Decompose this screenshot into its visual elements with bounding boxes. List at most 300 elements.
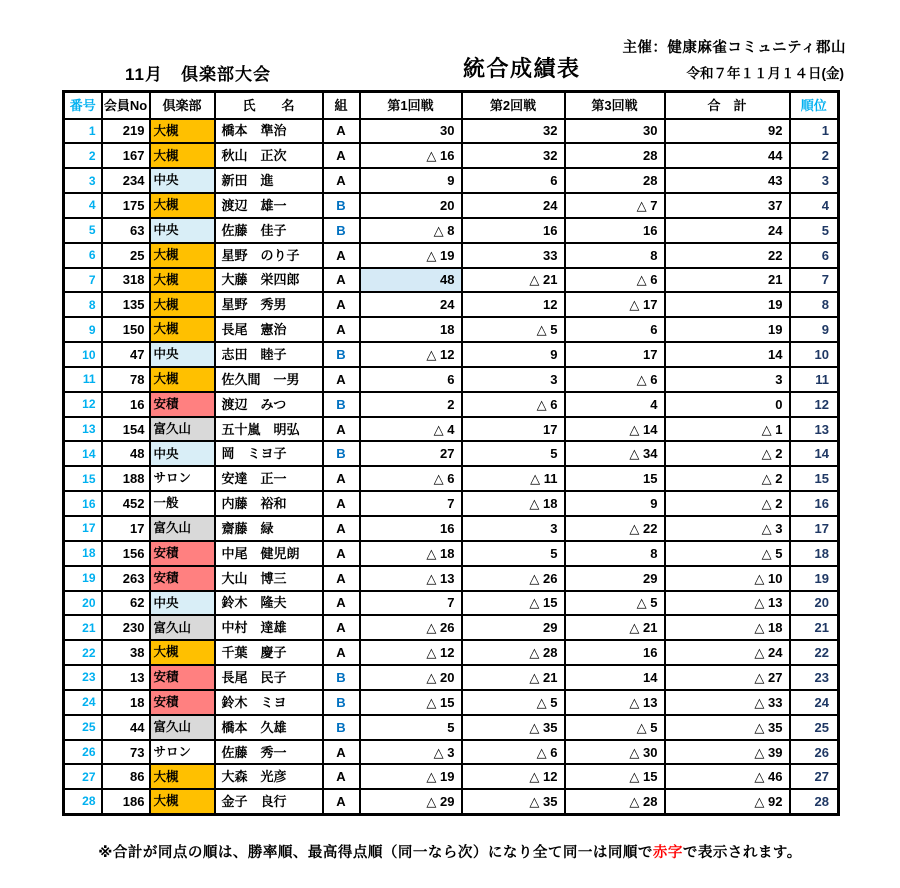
cell-rank: 10 (790, 342, 839, 367)
cell-round3: △ 15 (565, 764, 665, 789)
cell-rank: 19 (790, 566, 839, 591)
cell-club: 中央 (150, 342, 215, 367)
cell-rank: 28 (790, 789, 839, 814)
cell-round3: △ 6 (565, 367, 665, 392)
cell-no: 18 (64, 541, 102, 566)
cell-club: 富久山 (150, 516, 215, 541)
cell-group: A (323, 640, 360, 665)
cell-club: 中央 (150, 218, 215, 243)
cell-round3: △ 14 (565, 417, 665, 442)
cell-club: 大槻 (150, 317, 215, 342)
cell-total: △ 3 (665, 516, 790, 541)
cell-club: 大槻 (150, 268, 215, 293)
cell-round1: △ 12 (360, 342, 462, 367)
cell-round3: 17 (565, 342, 665, 367)
cell-no: 1 (64, 119, 102, 144)
cell-round2: 6 (462, 168, 565, 193)
cell-group: A (323, 541, 360, 566)
footnote-pre: ※合計が同点の順は、勝率順、最高得点順（同一なら次）になり全て同一は同順で (98, 845, 653, 861)
cell-no: 21 (64, 615, 102, 640)
cell-round2: △ 35 (462, 789, 565, 814)
organizer-line: 主催：健康麻雀コミュニティ郡山 (622, 40, 846, 56)
table-row (64, 740, 839, 765)
cell-club: 大槻 (150, 640, 215, 665)
cell-round3: △ 5 (565, 715, 665, 740)
cell-rank: 27 (790, 764, 839, 789)
table-row (64, 665, 839, 690)
cell-name: 渡辺 雄一 (215, 193, 323, 218)
cell-name: 中村 達雄 (215, 615, 323, 640)
cell-round2: 33 (462, 243, 565, 268)
cell-member-no: 263 (102, 566, 150, 591)
cell-no: 22 (64, 640, 102, 665)
results-tbody (64, 119, 839, 815)
cell-rank: 11 (790, 367, 839, 392)
cell-round1: △ 12 (360, 640, 462, 665)
cell-round1: 7 (360, 491, 462, 516)
cell-name: 鈴木 隆夫 (215, 591, 323, 616)
cell-rank: 16 (790, 491, 839, 516)
cell-name: 佐藤 佳子 (215, 218, 323, 243)
header-club: 倶楽部 (150, 92, 215, 119)
cell-rank: 5 (790, 218, 839, 243)
cell-name: 星野 秀男 (215, 292, 323, 317)
cell-no: 6 (64, 243, 102, 268)
cell-no: 27 (64, 764, 102, 789)
cell-name: 橋本 準治 (215, 119, 323, 144)
cell-name: 秋山 正次 (215, 143, 323, 168)
cell-round2: 9 (462, 342, 565, 367)
cell-round2: 24 (462, 193, 565, 218)
cell-no: 12 (64, 392, 102, 417)
table-row (64, 168, 839, 193)
cell-no: 4 (64, 193, 102, 218)
cell-round3: 8 (565, 243, 665, 268)
cell-round2: △ 11 (462, 466, 565, 491)
cell-round1: △ 16 (360, 143, 462, 168)
table-row (64, 640, 839, 665)
cell-round2: △ 28 (462, 640, 565, 665)
cell-club: 大槻 (150, 143, 215, 168)
cell-group: A (323, 789, 360, 814)
cell-club: 一般 (150, 491, 215, 516)
cell-round1: 9 (360, 168, 462, 193)
cell-no: 19 (64, 566, 102, 591)
cell-no: 26 (64, 740, 102, 765)
cell-round3: 14 (565, 665, 665, 690)
cell-total: △ 2 (665, 466, 790, 491)
cell-member-no: 73 (102, 740, 150, 765)
cell-round1: 5 (360, 715, 462, 740)
cell-no: 9 (64, 317, 102, 342)
cell-round1: 20 (360, 193, 462, 218)
cell-name: 大森 光彦 (215, 764, 323, 789)
footnote-post: で表示されます。 (682, 845, 802, 861)
cell-group: A (323, 168, 360, 193)
cell-round2: 17 (462, 417, 565, 442)
cell-name: 志田 睦子 (215, 342, 323, 367)
cell-round3: △ 7 (565, 193, 665, 218)
cell-round1: △ 4 (360, 417, 462, 442)
cell-total: 19 (665, 317, 790, 342)
cell-total: 19 (665, 292, 790, 317)
cell-round3: 6 (565, 317, 665, 342)
cell-name: 中尾 健児朗 (215, 541, 323, 566)
cell-name: 大藤 栄四郎 (215, 268, 323, 293)
header-row (64, 92, 839, 119)
results-table (62, 90, 840, 816)
cell-name: 千葉 慶子 (215, 640, 323, 665)
table-row (64, 317, 839, 342)
table-row (64, 690, 839, 715)
cell-round3: 28 (565, 143, 665, 168)
cell-round2: △ 5 (462, 317, 565, 342)
table-row (64, 243, 839, 268)
cell-name: 橋本 久雄 (215, 715, 323, 740)
cell-no: 8 (64, 292, 102, 317)
cell-rank: 21 (790, 615, 839, 640)
cell-group: B (323, 392, 360, 417)
cell-member-no: 48 (102, 441, 150, 466)
cell-group: A (323, 243, 360, 268)
table-row (64, 516, 839, 541)
cell-member-no: 44 (102, 715, 150, 740)
cell-round2: △ 12 (462, 764, 565, 789)
cell-round1: △ 15 (360, 690, 462, 715)
cell-name: 齋藤 緑 (215, 516, 323, 541)
cell-group: B (323, 441, 360, 466)
table-row (64, 466, 839, 491)
cell-group: A (323, 119, 360, 144)
header-round3: 第3回戦 (565, 92, 665, 119)
cell-rank: 15 (790, 466, 839, 491)
cell-group: A (323, 367, 360, 392)
cell-round3: 4 (565, 392, 665, 417)
cell-club: 富久山 (150, 417, 215, 442)
cell-group: B (323, 193, 360, 218)
header-rank: 順位 (790, 92, 839, 119)
table-row (64, 218, 839, 243)
cell-round3: 30 (565, 119, 665, 144)
cell-no: 15 (64, 466, 102, 491)
cell-round3: 8 (565, 541, 665, 566)
header-round2: 第2回戦 (462, 92, 565, 119)
cell-round2: △ 35 (462, 715, 565, 740)
cell-round2: 3 (462, 516, 565, 541)
cell-total: △ 10 (665, 566, 790, 591)
cell-no: 17 (64, 516, 102, 541)
cell-member-no: 16 (102, 392, 150, 417)
cell-total: 21 (665, 268, 790, 293)
page-title: 統合成績表 (463, 56, 581, 81)
cell-club: 大槻 (150, 193, 215, 218)
cell-total: △ 92 (665, 789, 790, 814)
cell-group: A (323, 292, 360, 317)
cell-group: A (323, 740, 360, 765)
cell-no: 24 (64, 690, 102, 715)
cell-member-no: 452 (102, 491, 150, 516)
cell-group: B (323, 715, 360, 740)
cell-name: 内藤 裕和 (215, 491, 323, 516)
cell-no: 28 (64, 789, 102, 814)
cell-round3: △ 22 (565, 516, 665, 541)
cell-round2: 3 (462, 367, 565, 392)
cell-rank: 22 (790, 640, 839, 665)
cell-group: A (323, 764, 360, 789)
cell-total: △ 33 (665, 690, 790, 715)
cell-round3: 28 (565, 168, 665, 193)
cell-club: 安積 (150, 566, 215, 591)
cell-round3: 9 (565, 491, 665, 516)
table-row (64, 268, 839, 293)
cell-rank: 12 (790, 392, 839, 417)
cell-total: 24 (665, 218, 790, 243)
cell-member-no: 186 (102, 789, 150, 814)
cell-no: 3 (64, 168, 102, 193)
cell-round1: 24 (360, 292, 462, 317)
cell-round2: 16 (462, 218, 565, 243)
cell-total: △ 13 (665, 591, 790, 616)
cell-no: 16 (64, 491, 102, 516)
cell-member-no: 156 (102, 541, 150, 566)
cell-club: サロン (150, 466, 215, 491)
cell-club: 中央 (150, 168, 215, 193)
cell-rank: 24 (790, 690, 839, 715)
table-row (64, 566, 839, 591)
cell-club: 大槻 (150, 764, 215, 789)
cell-rank: 17 (790, 516, 839, 541)
table-row (64, 541, 839, 566)
cell-club: 大槻 (150, 367, 215, 392)
cell-rank: 18 (790, 541, 839, 566)
cell-member-no: 234 (102, 168, 150, 193)
table-row (64, 392, 839, 417)
cell-group: A (323, 566, 360, 591)
cell-member-no: 188 (102, 466, 150, 491)
cell-round1: △ 18 (360, 541, 462, 566)
cell-round1: △ 13 (360, 566, 462, 591)
cell-no: 14 (64, 441, 102, 466)
cell-name: 佐藤 秀一 (215, 740, 323, 765)
cell-total: △ 2 (665, 491, 790, 516)
cell-club: 大槻 (150, 119, 215, 144)
cell-name: 新田 進 (215, 168, 323, 193)
table-row (64, 491, 839, 516)
cell-total: 44 (665, 143, 790, 168)
cell-club: 富久山 (150, 715, 215, 740)
cell-club: 安積 (150, 392, 215, 417)
cell-total: 3 (665, 367, 790, 392)
cell-rank: 4 (790, 193, 839, 218)
cell-rank: 20 (790, 591, 839, 616)
cell-group: A (323, 417, 360, 442)
cell-member-no: 18 (102, 690, 150, 715)
cell-round3: △ 30 (565, 740, 665, 765)
cell-member-no: 86 (102, 764, 150, 789)
cell-total: 92 (665, 119, 790, 144)
cell-rank: 25 (790, 715, 839, 740)
footnote-red-word: 赤字 (652, 845, 683, 861)
cell-rank: 3 (790, 168, 839, 193)
table-row (64, 143, 839, 168)
table-row (64, 292, 839, 317)
cell-member-no: 25 (102, 243, 150, 268)
cell-round3: △ 17 (565, 292, 665, 317)
cell-round1: 7 (360, 591, 462, 616)
cell-name: 岡 ミヨ子 (215, 441, 323, 466)
cell-total: △ 35 (665, 715, 790, 740)
cell-name: 佐久間 一男 (215, 367, 323, 392)
cell-no: 20 (64, 591, 102, 616)
cell-no: 13 (64, 417, 102, 442)
cell-member-no: 150 (102, 317, 150, 342)
cell-member-no: 13 (102, 665, 150, 690)
cell-group: A (323, 491, 360, 516)
cell-member-no: 230 (102, 615, 150, 640)
cell-total: 22 (665, 243, 790, 268)
cell-total: 37 (665, 193, 790, 218)
cell-rank: 13 (790, 417, 839, 442)
cell-round3: △ 6 (565, 268, 665, 293)
header-member-no: 会員No (102, 92, 150, 119)
cell-member-no: 38 (102, 640, 150, 665)
header-round1: 第1回戦 (360, 92, 462, 119)
table-row (64, 342, 839, 367)
cell-round3: △ 13 (565, 690, 665, 715)
cell-group: B (323, 690, 360, 715)
cell-round1: △ 19 (360, 243, 462, 268)
cell-name: 安達 正一 (215, 466, 323, 491)
table-row (64, 367, 839, 392)
table-row (64, 119, 839, 144)
cell-round2: 12 (462, 292, 565, 317)
event-title: 11月 倶楽部大会 (125, 65, 271, 84)
cell-name: 大山 博三 (215, 566, 323, 591)
cell-rank: 14 (790, 441, 839, 466)
cell-group: B (323, 218, 360, 243)
cell-total: 43 (665, 168, 790, 193)
cell-group: A (323, 516, 360, 541)
cell-round1: △ 6 (360, 466, 462, 491)
cell-rank: 8 (790, 292, 839, 317)
cell-round3: △ 21 (565, 615, 665, 640)
table-row (64, 441, 839, 466)
cell-round1: 18 (360, 317, 462, 342)
cell-member-no: 318 (102, 268, 150, 293)
cell-round2: △ 6 (462, 392, 565, 417)
cell-round1: △ 8 (360, 218, 462, 243)
cell-round3: 16 (565, 218, 665, 243)
cell-total: 14 (665, 342, 790, 367)
cell-member-no: 175 (102, 193, 150, 218)
cell-round1: △ 3 (360, 740, 462, 765)
cell-group: A (323, 615, 360, 640)
cell-club: 大槻 (150, 243, 215, 268)
cell-name: 長尾 憲治 (215, 317, 323, 342)
cell-club: 大槻 (150, 292, 215, 317)
cell-round1: 30 (360, 119, 462, 144)
cell-name: 渡辺 みつ (215, 392, 323, 417)
cell-total: △ 18 (665, 615, 790, 640)
cell-round2: △ 26 (462, 566, 565, 591)
cell-group: A (323, 143, 360, 168)
cell-group: A (323, 317, 360, 342)
cell-name: 長尾 民子 (215, 665, 323, 690)
header-no: 番号 (64, 92, 102, 119)
cell-group: A (323, 466, 360, 491)
cell-group: B (323, 342, 360, 367)
cell-member-no: 154 (102, 417, 150, 442)
cell-round1: 48 (360, 268, 462, 293)
cell-round1: △ 29 (360, 789, 462, 814)
header-total: 合 計 (665, 92, 790, 119)
cell-rank: 23 (790, 665, 839, 690)
cell-round3: △ 5 (565, 591, 665, 616)
cell-round2: △ 21 (462, 665, 565, 690)
cell-name: 金子 良行 (215, 789, 323, 814)
cell-round3: 29 (565, 566, 665, 591)
cell-round2: △ 6 (462, 740, 565, 765)
cell-group: A (323, 591, 360, 616)
cell-round3: 16 (565, 640, 665, 665)
cell-member-no: 78 (102, 367, 150, 392)
cell-round1: 6 (360, 367, 462, 392)
date-line: 令和７年１１月１４日(金) (686, 66, 844, 81)
cell-member-no: 62 (102, 591, 150, 616)
table-header (64, 92, 839, 119)
cell-total: △ 24 (665, 640, 790, 665)
cell-no: 10 (64, 342, 102, 367)
cell-no: 25 (64, 715, 102, 740)
cell-rank: 1 (790, 119, 839, 144)
cell-name: 星野 のり子 (215, 243, 323, 268)
cell-member-no: 47 (102, 342, 150, 367)
cell-round1: △ 19 (360, 764, 462, 789)
cell-round1: 16 (360, 516, 462, 541)
cell-total: △ 2 (665, 441, 790, 466)
cell-round2: 5 (462, 441, 565, 466)
cell-member-no: 219 (102, 119, 150, 144)
cell-total: △ 5 (665, 541, 790, 566)
table-row (64, 591, 839, 616)
cell-round1: 2 (360, 392, 462, 417)
cell-total: △ 39 (665, 740, 790, 765)
cell-no: 2 (64, 143, 102, 168)
cell-club: サロン (150, 740, 215, 765)
cell-round3: 15 (565, 466, 665, 491)
cell-member-no: 135 (102, 292, 150, 317)
cell-club: 富久山 (150, 615, 215, 640)
cell-no: 5 (64, 218, 102, 243)
cell-round2: △ 21 (462, 268, 565, 293)
cell-name: 鈴木 ミヨ (215, 690, 323, 715)
cell-rank: 6 (790, 243, 839, 268)
cell-round2: 32 (462, 143, 565, 168)
cell-club: 大槻 (150, 789, 215, 814)
table-row (64, 715, 839, 740)
cell-rank: 2 (790, 143, 839, 168)
cell-total: 0 (665, 392, 790, 417)
cell-total: △ 46 (665, 764, 790, 789)
cell-no: 23 (64, 665, 102, 690)
cell-club: 中央 (150, 441, 215, 466)
cell-round2: 29 (462, 615, 565, 640)
cell-round3: △ 28 (565, 789, 665, 814)
cell-round1: △ 20 (360, 665, 462, 690)
table-row (64, 193, 839, 218)
cell-round2: △ 15 (462, 591, 565, 616)
table-row (64, 615, 839, 640)
